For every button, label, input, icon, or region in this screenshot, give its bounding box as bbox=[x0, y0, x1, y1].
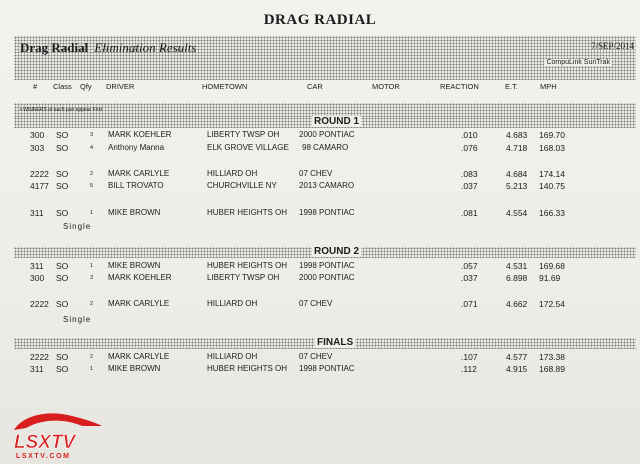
reaction-time: .107 bbox=[461, 352, 478, 362]
elapsed-time: 4.662 bbox=[506, 299, 528, 309]
car: 1998 PONTIAC bbox=[299, 364, 355, 373]
car-number: 2222 bbox=[30, 299, 49, 309]
driver: MIKE BROWN bbox=[108, 261, 161, 270]
reaction-time: .071 bbox=[461, 299, 478, 309]
mph: 168.89 bbox=[539, 364, 565, 374]
elapsed-time: 4.577 bbox=[506, 352, 528, 362]
hometown: HUBER HEIGHTS OH bbox=[207, 261, 288, 270]
result-row bbox=[0, 181, 640, 192]
car: 1998 PONTIAC bbox=[299, 208, 355, 217]
page-title: DRAG RADIAL bbox=[263, 12, 377, 28]
col-number: # bbox=[33, 82, 38, 91]
reaction-time: .010 bbox=[461, 130, 478, 140]
event-subtitle: Elimination Results bbox=[94, 40, 197, 55]
hometown: HILLIARD OH bbox=[207, 169, 258, 178]
qualifying-position: 2 bbox=[90, 301, 94, 307]
result-row bbox=[0, 352, 640, 363]
result-row bbox=[0, 364, 640, 375]
elapsed-time: 6.898 bbox=[506, 273, 528, 283]
result-row bbox=[0, 273, 640, 284]
elapsed-time: 4.718 bbox=[506, 143, 528, 153]
driver: MARK CARLYLE bbox=[108, 352, 170, 361]
car-number: 311 bbox=[30, 364, 44, 374]
col-driver: DRIVER bbox=[106, 82, 135, 91]
car: 98 CAMARO bbox=[302, 143, 349, 152]
car-silhouette-icon bbox=[14, 413, 102, 430]
hometown: HILLIARD OH bbox=[207, 352, 258, 361]
logo-brand: LSXTV bbox=[14, 432, 76, 453]
event-header bbox=[14, 36, 636, 80]
qualifying-position: 2 bbox=[90, 354, 94, 360]
driver: MARK KOEHLER bbox=[108, 273, 172, 282]
car: 2013 CAMARO bbox=[299, 181, 355, 190]
class: SO bbox=[56, 181, 69, 191]
round-header bbox=[14, 117, 636, 128]
col-class: Class bbox=[53, 82, 72, 91]
class: SO bbox=[56, 273, 69, 283]
mph: 91.69 bbox=[539, 273, 561, 283]
col-reaction: REACTION bbox=[440, 82, 479, 91]
car-number: 2222 bbox=[30, 169, 49, 179]
car: 2000 PONTIAC bbox=[299, 130, 355, 139]
round-header bbox=[14, 247, 636, 258]
col-qfy: Qfy bbox=[80, 82, 92, 91]
class: SO bbox=[56, 143, 69, 153]
driver: MARK KOEHLER bbox=[108, 130, 172, 139]
round-label: ROUND 1 bbox=[314, 116, 360, 127]
result-row bbox=[0, 143, 640, 154]
car: 2000 PONTIAC bbox=[299, 273, 355, 282]
class: SO bbox=[56, 299, 69, 309]
driver: MARK CARLYLE bbox=[108, 299, 170, 308]
hometown: ELK GROVE VILLAGE bbox=[207, 143, 289, 152]
class: SO bbox=[56, 352, 69, 362]
qualifying-position: 2 bbox=[90, 171, 94, 177]
car: 1998 PONTIAC bbox=[299, 261, 355, 270]
car-number: 2222 bbox=[30, 352, 49, 362]
col-mph: MPH bbox=[540, 82, 557, 91]
qualifying-position: 3 bbox=[90, 275, 94, 281]
car-number: 311 bbox=[30, 261, 44, 271]
hometown: HILLIARD OH bbox=[207, 299, 258, 308]
reaction-time: .037 bbox=[461, 273, 478, 283]
car-number: 303 bbox=[30, 143, 45, 153]
car-number: 311 bbox=[30, 208, 44, 218]
car-number: 300 bbox=[30, 130, 45, 140]
class: SO bbox=[56, 364, 69, 374]
round-label: FINALS bbox=[317, 337, 354, 348]
hometown: CHURCHVILLE NY bbox=[207, 181, 277, 190]
event-name: Drag Radial bbox=[20, 40, 89, 55]
qualifying-position: 3 bbox=[90, 132, 94, 138]
hometown: HUBER HEIGHTS OH bbox=[207, 208, 288, 217]
mph: 168.03 bbox=[539, 143, 565, 153]
elapsed-time: 4.554 bbox=[506, 208, 528, 218]
single-label: Single bbox=[63, 222, 92, 231]
result-row bbox=[0, 130, 640, 141]
result-row bbox=[0, 261, 640, 272]
hometown: LIBERTY TWSP OH bbox=[207, 273, 280, 282]
result-row bbox=[0, 299, 640, 310]
class: SO bbox=[56, 169, 69, 179]
mph: 174.14 bbox=[539, 169, 565, 179]
car-number: 4177 bbox=[30, 181, 49, 191]
col-hometown: HOMETOWN bbox=[202, 82, 248, 91]
driver: MIKE BROWN bbox=[108, 208, 161, 217]
mph: 172.54 bbox=[539, 299, 565, 309]
round-header bbox=[14, 338, 636, 349]
result-row bbox=[0, 208, 640, 219]
winners-note-bar bbox=[14, 103, 636, 117]
elapsed-time: 5.213 bbox=[506, 181, 528, 191]
mph: 169.70 bbox=[539, 130, 565, 140]
driver: Anthony Manna bbox=[108, 143, 165, 152]
mph: 169.68 bbox=[539, 261, 565, 271]
car: 07 CHEV bbox=[299, 352, 333, 361]
hometown: LIBERTY TWSP OH bbox=[207, 130, 280, 139]
driver: BILL TROVATO bbox=[108, 181, 164, 190]
qualifying-position: 1 bbox=[90, 263, 94, 269]
mph: 140.75 bbox=[539, 181, 565, 191]
logo-url: LSXTV.COM bbox=[16, 453, 71, 460]
elapsed-time: 4.683 bbox=[506, 130, 528, 140]
reaction-time: .083 bbox=[461, 169, 478, 179]
result-row bbox=[0, 169, 640, 180]
mph: 166.33 bbox=[539, 208, 565, 218]
lsxtv-logo bbox=[10, 408, 130, 460]
reaction-time: .037 bbox=[461, 181, 478, 191]
event-date: 7/SEP/2014 bbox=[590, 41, 634, 51]
single-label: Single bbox=[63, 315, 92, 324]
event-heading bbox=[20, 40, 196, 56]
class: SO bbox=[56, 130, 69, 140]
reaction-time: .076 bbox=[461, 143, 478, 153]
col-car: CAR bbox=[307, 82, 323, 91]
mph: 173.38 bbox=[539, 352, 565, 362]
reaction-time: .081 bbox=[461, 208, 478, 218]
timing-system: CompuLink SunTrak bbox=[546, 59, 610, 66]
driver: MARK CARLYLE bbox=[108, 169, 170, 178]
col-motor: MOTOR bbox=[372, 82, 400, 91]
car: 07 CHEV bbox=[299, 169, 333, 178]
reaction-time: .057 bbox=[461, 261, 478, 271]
elapsed-time: 4.684 bbox=[506, 169, 528, 179]
car-number: 300 bbox=[30, 273, 45, 283]
hometown: HUBER HEIGHTS OH bbox=[207, 364, 288, 373]
class: SO bbox=[56, 208, 69, 218]
round-label: ROUND 2 bbox=[314, 246, 360, 257]
qualifying-position: 1 bbox=[90, 366, 94, 372]
winners-note: • WINNERS of each pair appear First bbox=[20, 107, 103, 113]
qualifying-position: 5 bbox=[90, 183, 94, 189]
car: 07 CHEV bbox=[299, 299, 333, 308]
qualifying-position: 4 bbox=[90, 145, 94, 151]
col-et: E.T. bbox=[505, 82, 518, 91]
class: SO bbox=[56, 261, 69, 271]
elapsed-time: 4.531 bbox=[506, 261, 528, 271]
elapsed-time: 4.915 bbox=[506, 364, 528, 374]
reaction-time: .112 bbox=[461, 364, 477, 374]
qualifying-position: 1 bbox=[90, 210, 94, 216]
driver: MIKE BROWN bbox=[108, 364, 161, 373]
